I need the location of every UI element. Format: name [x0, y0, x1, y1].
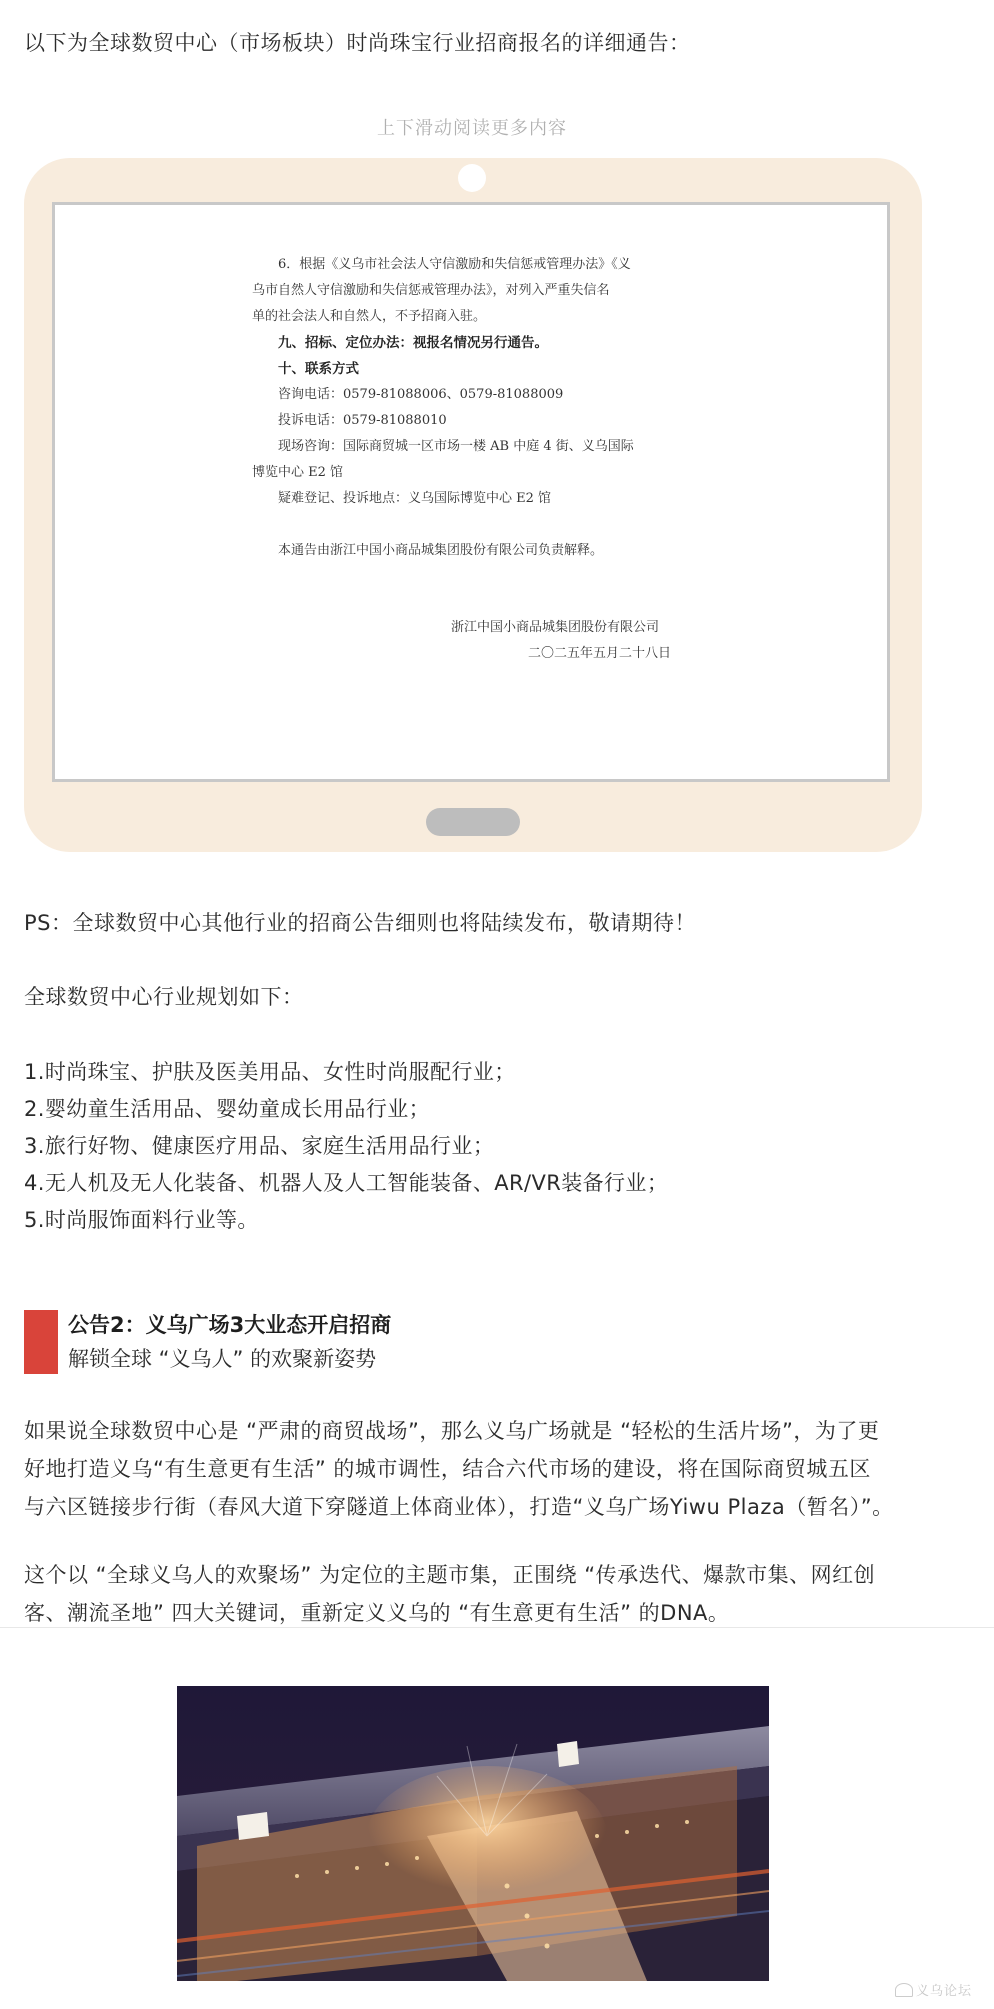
list-item: 2.婴幼童生活用品、婴幼童成长用品行业； — [24, 1097, 431, 1121]
ps-text: PS：全球数贸中心其他行业的招商公告细则也将陆续发布，敬请期待！ — [24, 911, 696, 935]
section-subtitle: 解锁全球 “义乌人” 的欢聚新姿势 — [68, 1347, 377, 1371]
yiwu-plaza-rendering-image — [177, 1686, 769, 1981]
notice-line: 乌市自然人守信激励和失信惩戒管理办法》，对列入严重失信名 — [252, 283, 610, 298]
notice-line: 本通告由浙江中国小商品城集团股份有限公司负责解释。 — [278, 543, 604, 558]
watermark-text: 义乌论坛 — [916, 1984, 973, 1999]
body-line: 如果说全球数贸中心是 “严肃的商贸战场”，那么义乌广场就是 “轻松的生活片场”，为了更 — [24, 1419, 880, 1443]
rendering-illustration — [177, 1686, 769, 1981]
notice-line: 投诉电话：0579-81088010 — [278, 413, 447, 428]
forum-logo-icon — [895, 1983, 913, 1997]
notice-line: 疑难登记、投诉地点：义乌国际博览中心 E2 馆 — [278, 491, 552, 506]
camera-dot — [458, 164, 486, 192]
list-item: 5.时尚服饰面料行业等。 — [24, 1208, 259, 1232]
notice-line: 6．根据《义乌市社会法人守信激励和失信惩戒管理办法》《义 — [278, 257, 631, 272]
list-item: 1.时尚珠宝、护肤及医美用品、女性时尚服配行业； — [24, 1060, 516, 1084]
notice-line: 十、联系方式 — [278, 361, 359, 377]
body-paragraph-2 — [24, 1556, 924, 1632]
tablet-frame — [24, 158, 922, 852]
body-line: 好地打造义乌“有生意更有生活” 的城市调性，结合六代市场的建设，将在国际商贸城五区 — [24, 1457, 871, 1481]
watermark — [895, 1980, 972, 1999]
divider — [0, 1627, 994, 1628]
industry-plan-list — [24, 1054, 924, 1239]
section-accent-bar — [24, 1310, 58, 1374]
notice-scroll-view[interactable] — [52, 202, 890, 782]
body-line: 客、潮流圣地” 四大关键词，重新定义义乌的 “有生意更有生活” 的DNA。 — [24, 1601, 730, 1625]
list-item: 3.旅行好物、健康医疗用品、家庭生活用品行业； — [24, 1134, 495, 1158]
notice-signature: 浙江中国小商品城集团股份有限公司 — [451, 620, 660, 635]
notice-document — [55, 205, 887, 779]
body-paragraph-1 — [24, 1412, 924, 1526]
body-line: 这个以 “全球义乌人的欢聚场” 为定位的主题市集，正围绕 “传承迭代、爆款市集、网红创 — [24, 1563, 876, 1587]
notice-line: 现场咨询：国际商贸城一区市场一楼 AB 中庭 4 街、义乌国际 — [278, 439, 634, 454]
notice-line: 九、招标、定位办法：视报名情况另行通告。 — [278, 335, 548, 351]
notice-line: 咨询电话：0579-81088006、0579-81088009 — [278, 387, 564, 402]
scroll-hint: 上下滑动阅读更多内容 — [377, 118, 567, 139]
notice-line: 单的社会法人和自然人，不予招商入驻。 — [252, 309, 487, 324]
notice-line: 博览中心 E2 馆 — [252, 465, 344, 480]
section-title: 公告2：义乌广场3大业态开启招商 — [68, 1313, 392, 1337]
notice-date: 二〇二五年五月二十八日 — [528, 646, 672, 661]
home-button — [426, 808, 520, 836]
intro-text: 以下为全球数贸中心（市场板块）时尚珠宝行业招商报名的详细通告： — [24, 31, 691, 55]
body-line: 与六区链接步行街（春风大道下穿隧道上体商业体），打造“义乌广场Yiwu Plaza（暂名）”。 — [24, 1495, 894, 1519]
list-item: 4.无人机及无人化装备、机器人及人工智能装备、AR/VR装备行业； — [24, 1171, 669, 1195]
plan-heading: 全球数贸中心行业规划如下： — [24, 985, 304, 1009]
